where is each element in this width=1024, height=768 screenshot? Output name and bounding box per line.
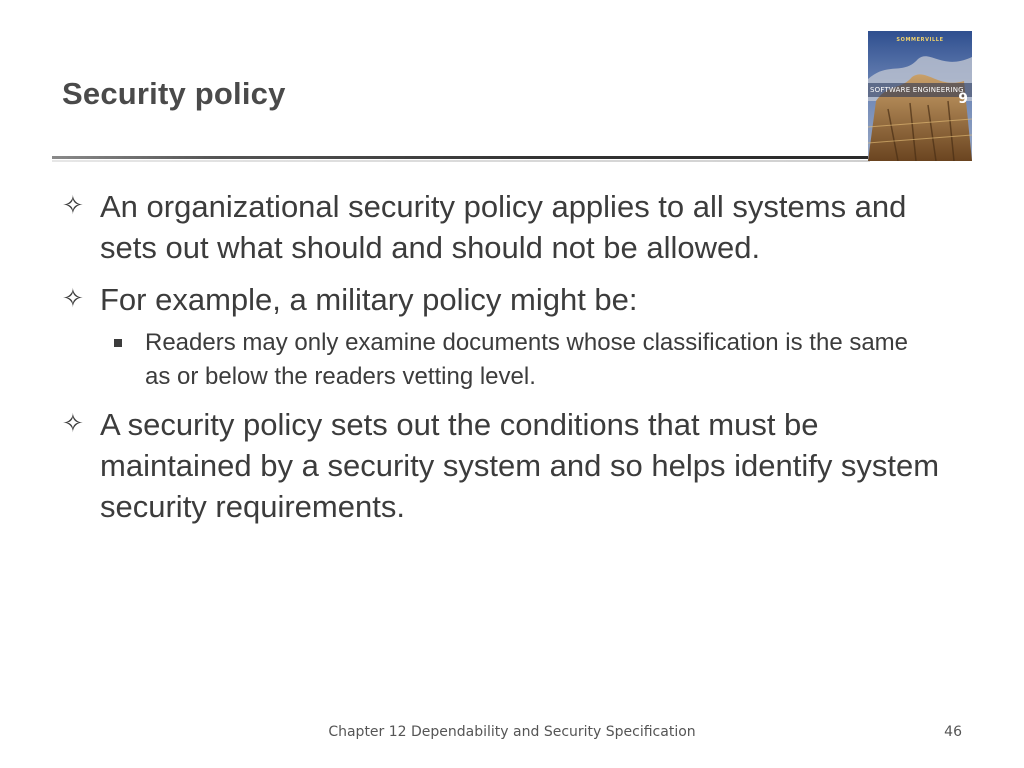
sub-bullet-text: Readers may only examine documents whose classification is the same as or below the readers vetting level. (145, 329, 909, 390)
title-divider-shadow (52, 160, 870, 162)
book-cover-art (868, 31, 972, 161)
title-divider (52, 156, 870, 159)
book-cover-author: SOMMERVILLE (896, 37, 944, 43)
bullet-text: A security policy sets out the conditions that must be maintained by a security system and so helps identify system security requirements. (100, 407, 940, 524)
book-cover-image (868, 31, 972, 161)
slide-body (62, 186, 942, 538)
page-number: 46 (944, 724, 962, 740)
bullet-text: For example, a military policy might be: (100, 282, 638, 317)
four-point-star-outline-icon: ✧ (62, 284, 84, 314)
four-point-star-outline-icon: ✧ (62, 191, 84, 221)
sub-bullet-item (145, 326, 935, 394)
four-point-star-outline-icon: ✧ (62, 409, 84, 439)
footer-chapter: Chapter 12 Dependability and Security Specification (328, 724, 696, 740)
slide-title: Security policy (62, 76, 286, 111)
book-cover-edition: 9 (958, 91, 968, 107)
bullet-item (62, 279, 942, 320)
square-bullet-icon (114, 339, 122, 347)
bullet-item (62, 404, 942, 527)
bullet-item (62, 186, 942, 268)
bullet-text: An organizational security policy applies to all systems and sets out what should and should not be allowed. (100, 189, 907, 265)
book-cover-title: SOFTWARE ENGINEERING (870, 86, 964, 94)
